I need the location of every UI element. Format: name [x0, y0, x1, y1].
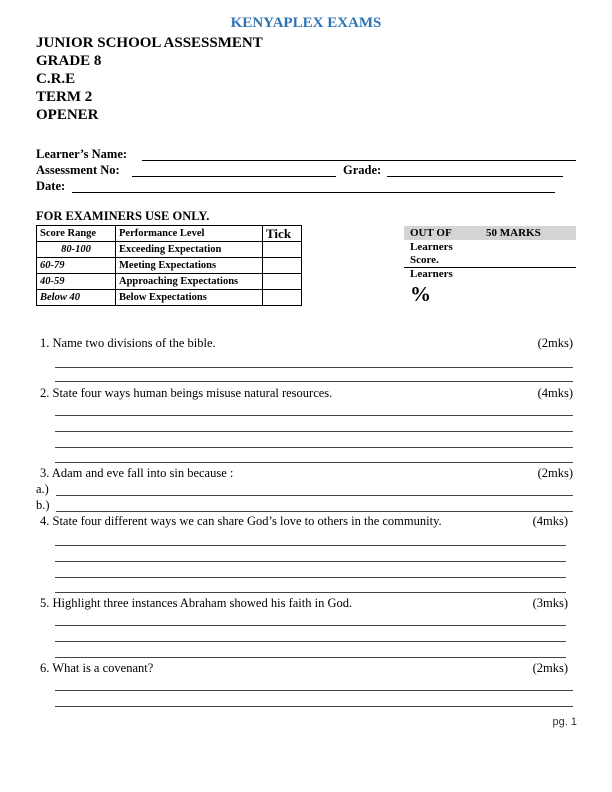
answer-line[interactable] [55, 690, 573, 691]
learner-name-field[interactable] [142, 160, 576, 161]
question-2-marks: (4mks) [537, 386, 573, 400]
tick-header: Tick [263, 226, 302, 242]
question-1: 1. Name two divisions of the bible. [40, 336, 216, 350]
examiners-heading: FOR EXAMINERS USE ONLY. [36, 209, 210, 223]
score-range-cell: Below 40 [37, 290, 116, 306]
performance-level-header: Performance Level [116, 226, 263, 242]
answer-line[interactable] [55, 657, 566, 658]
performance-level-cell: Approaching Expectations [116, 274, 263, 290]
question-4: 4. State four different ways we can share God’s love to others in the community. [40, 514, 442, 528]
table-row [37, 274, 302, 290]
performance-level-cell: Meeting Expectations [116, 258, 263, 274]
part-b-label: b.) [36, 498, 50, 512]
answer-line[interactable] [55, 577, 566, 578]
tick-cell[interactable] [263, 290, 302, 306]
table-row [37, 258, 302, 274]
question-4-marks: (4mks) [532, 514, 568, 528]
tick-cell[interactable] [263, 274, 302, 290]
answer-line[interactable] [56, 495, 573, 496]
answer-line[interactable] [55, 431, 573, 432]
assessment-no-label: Assessment No: [36, 163, 120, 177]
performance-level-cell: Below Expectations [116, 290, 263, 306]
question-5: 5. Highlight three instances Abraham showed his faith in God. [40, 596, 353, 610]
learners-percent-label: Learners [410, 268, 453, 280]
learner-name-label: Learner’s Name: [36, 147, 128, 161]
date-field[interactable] [72, 192, 555, 193]
question-3: 3. Adam and eve fall into sin because : [40, 466, 234, 480]
grade-label: GRADE 8 [36, 53, 102, 69]
tick-cell[interactable] [263, 242, 302, 258]
percent-sign: % [410, 282, 431, 306]
table-header-row [37, 226, 302, 242]
grade-field-label: Grade: [343, 163, 382, 177]
learners-score-label-1: Learners [410, 241, 453, 253]
answer-line[interactable] [55, 625, 566, 626]
page-number: pg. 1 [552, 716, 577, 728]
answer-line[interactable] [55, 545, 566, 546]
answer-line[interactable] [55, 381, 573, 382]
learners-score-label-2: Score. [410, 254, 439, 266]
question-1-marks: (2mks) [537, 336, 573, 350]
answer-line[interactable] [55, 592, 566, 593]
grade-field[interactable] [387, 176, 563, 177]
answer-line[interactable] [55, 561, 566, 562]
performance-level-cell: Exceeding Expectation [116, 242, 263, 258]
site-title: KENYAPLEX EXAMS [230, 15, 382, 31]
score-range-cell: 60-79 [37, 258, 116, 274]
date-label: Date: [36, 179, 66, 193]
answer-line[interactable] [55, 641, 566, 642]
score-range-cell: 40-59 [37, 274, 116, 290]
assessment-title: JUNIOR SCHOOL ASSESSMENT [36, 35, 263, 51]
question-6: 6. What is a covenant? [40, 661, 154, 675]
answer-line[interactable] [55, 367, 573, 368]
table-row [37, 290, 302, 306]
answer-line[interactable] [55, 415, 573, 416]
part-a-label: a.) [36, 482, 49, 496]
out-of-label: OUT OF [410, 227, 452, 239]
question-3-marks: (2mks) [537, 466, 573, 480]
answer-line[interactable] [55, 462, 573, 463]
table-row [37, 242, 302, 258]
question-2: 2. State four ways human beings misuse natural resources. [40, 386, 333, 400]
question-5-marks: (3mks) [532, 596, 568, 610]
performance-table [36, 225, 302, 306]
tick-cell[interactable] [263, 258, 302, 274]
answer-line[interactable] [56, 511, 573, 512]
question-6-marks: (2mks) [532, 661, 568, 675]
subject-label: C.R.E [36, 71, 76, 87]
total-marks-label: 50 MARKS [486, 227, 541, 239]
score-range-header: Score Range [37, 226, 116, 242]
answer-line[interactable] [55, 447, 573, 448]
term-label: TERM 2 [36, 89, 93, 105]
answer-line[interactable] [55, 706, 573, 707]
out-of-bar [404, 226, 576, 240]
score-range-cell: 80-100 [37, 242, 116, 258]
assessment-no-field[interactable] [132, 176, 336, 177]
exam-type-label: OPENER [36, 107, 99, 123]
